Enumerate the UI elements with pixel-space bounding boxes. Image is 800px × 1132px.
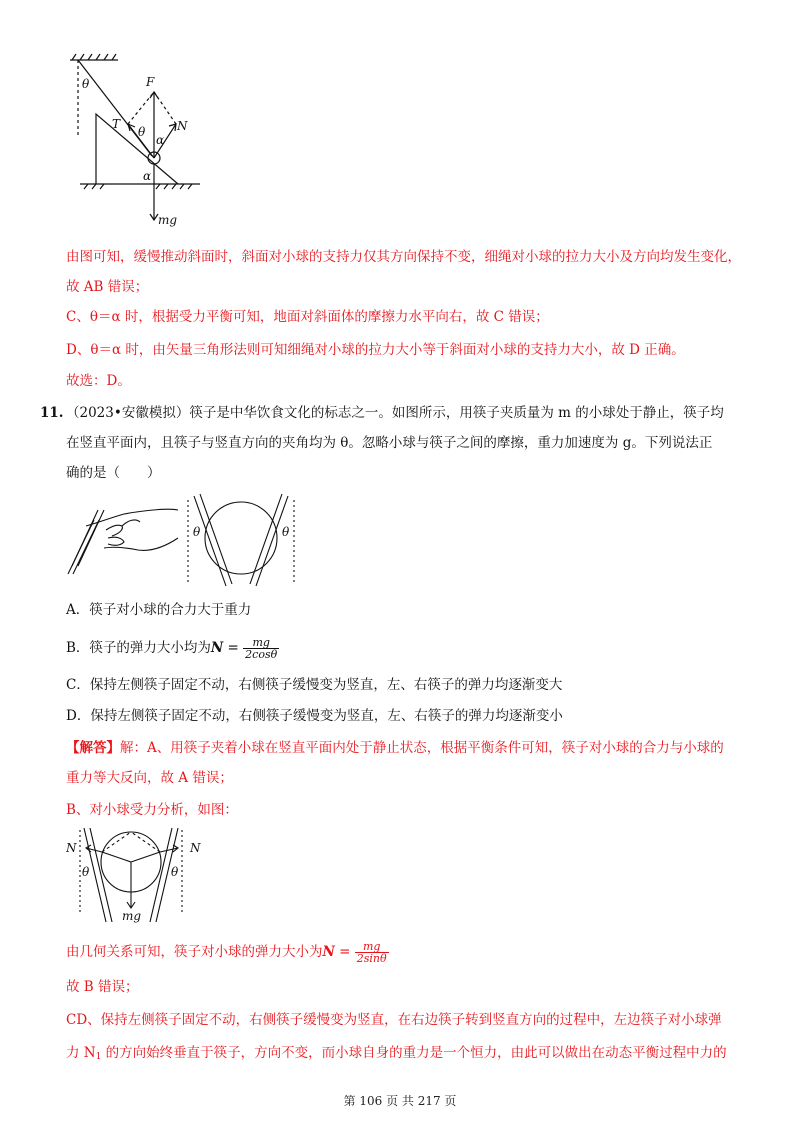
label-n-right: N bbox=[190, 841, 201, 855]
solution-line4-num: mg bbox=[355, 941, 389, 953]
solution-line7-sub: 1 bbox=[95, 1052, 102, 1062]
solution-line4-eq: = bbox=[334, 944, 355, 960]
label-F: F bbox=[146, 75, 155, 89]
solution-line4-fraction bbox=[355, 941, 389, 964]
page-footer: 第 106 页 共 217 页 bbox=[343, 1094, 457, 1108]
option-c: C．保持左侧筷子固定不动，右侧筷子缓慢变为竖直，左、右筷子的弹力均逐渐变大 bbox=[66, 677, 563, 693]
solution-line3: B、对小球受力分析，如图： bbox=[66, 802, 238, 818]
solution-line5: 故 B 错误； bbox=[66, 979, 139, 995]
option-a: A．筷子对小球的合力大于重力 bbox=[66, 602, 252, 618]
question-line2: 在竖直平面内，且筷子与竖直方向的夹角均为 θ。忽略小球与筷子之间的摩擦，重力加速度为 g。下列说法正 bbox=[66, 435, 713, 451]
label-theta: θ bbox=[82, 77, 90, 91]
label-alpha-bottom: α bbox=[143, 169, 152, 183]
option-b-fraction bbox=[243, 637, 279, 660]
label-T: T bbox=[112, 117, 121, 131]
label-n-left: N bbox=[66, 841, 77, 855]
solution-line7 bbox=[66, 1043, 727, 1067]
solution-line6: CD、保持左侧筷子固定不动，右侧筷子缓慢变为竖直，在右边筷子转到竖直方向的过程中，左边筷子对小球弹 bbox=[66, 1012, 722, 1028]
solution-line2: 重力等大反向，故 A 错误； bbox=[66, 770, 233, 786]
label-N: N bbox=[177, 119, 188, 133]
question-line1: （2023•安徽模拟）筷子是中华饮食文化的标志之一。如图所示，用筷子夹质量为 m 的小球处于静止，筷子均 bbox=[66, 405, 724, 421]
option-b-prefix: B．筷子的弹力大小均为 bbox=[66, 640, 211, 656]
solution-line1 bbox=[66, 738, 724, 758]
option-d: D．保持左侧筷子固定不动，右侧筷子缓慢变为竖直，左、右筷子的弹力均逐渐变小 bbox=[66, 708, 563, 724]
label-alpha-top: α bbox=[156, 133, 165, 147]
solution-tag: 【解答】 bbox=[66, 740, 120, 756]
label-mg-f3: mg bbox=[122, 909, 142, 923]
option-b-den: 2cosθ bbox=[245, 648, 278, 661]
label-theta-right-f3: θ bbox=[171, 865, 179, 879]
answer-prev-line3: C、θ＝α 时，根据受力平衡可知，地面对斜面体的摩擦力水平向右，故 C 错误； bbox=[66, 309, 549, 325]
label-theta-left: θ bbox=[193, 525, 201, 539]
label-theta-left-f3: θ bbox=[82, 865, 90, 879]
option-b bbox=[66, 637, 279, 660]
answer-prev-line1: 由图可知，缓慢推动斜面时，斜面对小球的支持力仅其方向保持不变，细绳对小球的拉力大小及方向均发生变化， bbox=[66, 249, 741, 265]
label-mg: mg bbox=[158, 213, 178, 227]
question-line3: 确的是（ ） bbox=[66, 465, 161, 481]
option-b-lhs: N bbox=[210, 640, 224, 656]
question-number: 11. bbox=[40, 405, 64, 421]
ball-force-analysis bbox=[66, 826, 206, 926]
answer-prev-line4: D、θ＝α 时，由矢量三角形法则可知细绳对小球的拉力大小等于斜面对小球的支持力大小，故 D 正确。 bbox=[66, 342, 685, 358]
solution-line4-den: 2sinθ bbox=[356, 952, 387, 965]
incline-force-diagram bbox=[60, 52, 230, 232]
chopsticks-figure bbox=[66, 490, 306, 590]
solution-line1-rest: 解：A、用筷子夹着小球在竖直平面内处于静止状态，根据平衡条件可知，筷子对小球的合力与小球的 bbox=[120, 740, 724, 756]
solution-line7-a: 力 N bbox=[66, 1045, 96, 1061]
answer-prev-line5: 故选：D。 bbox=[66, 373, 131, 389]
option-b-num: mg bbox=[243, 637, 279, 649]
solution-line4 bbox=[66, 941, 389, 964]
label-theta-right: θ bbox=[282, 525, 290, 539]
answer-prev-line2: 故 AB 错误； bbox=[66, 279, 149, 295]
option-b-eq: = bbox=[223, 640, 244, 656]
label-theta-small: θ bbox=[138, 125, 146, 139]
solution-line4-lhs: N bbox=[322, 944, 335, 960]
solution-line4-prefix: 由几何关系可知，筷子对小球的弹力大小为 bbox=[66, 944, 323, 960]
solution-line7-b: 的方向始终垂直于筷子，方向不变，而小球自身的重力是一个恒力，由此可以做出在动态平衡过程中力的 bbox=[101, 1045, 727, 1061]
